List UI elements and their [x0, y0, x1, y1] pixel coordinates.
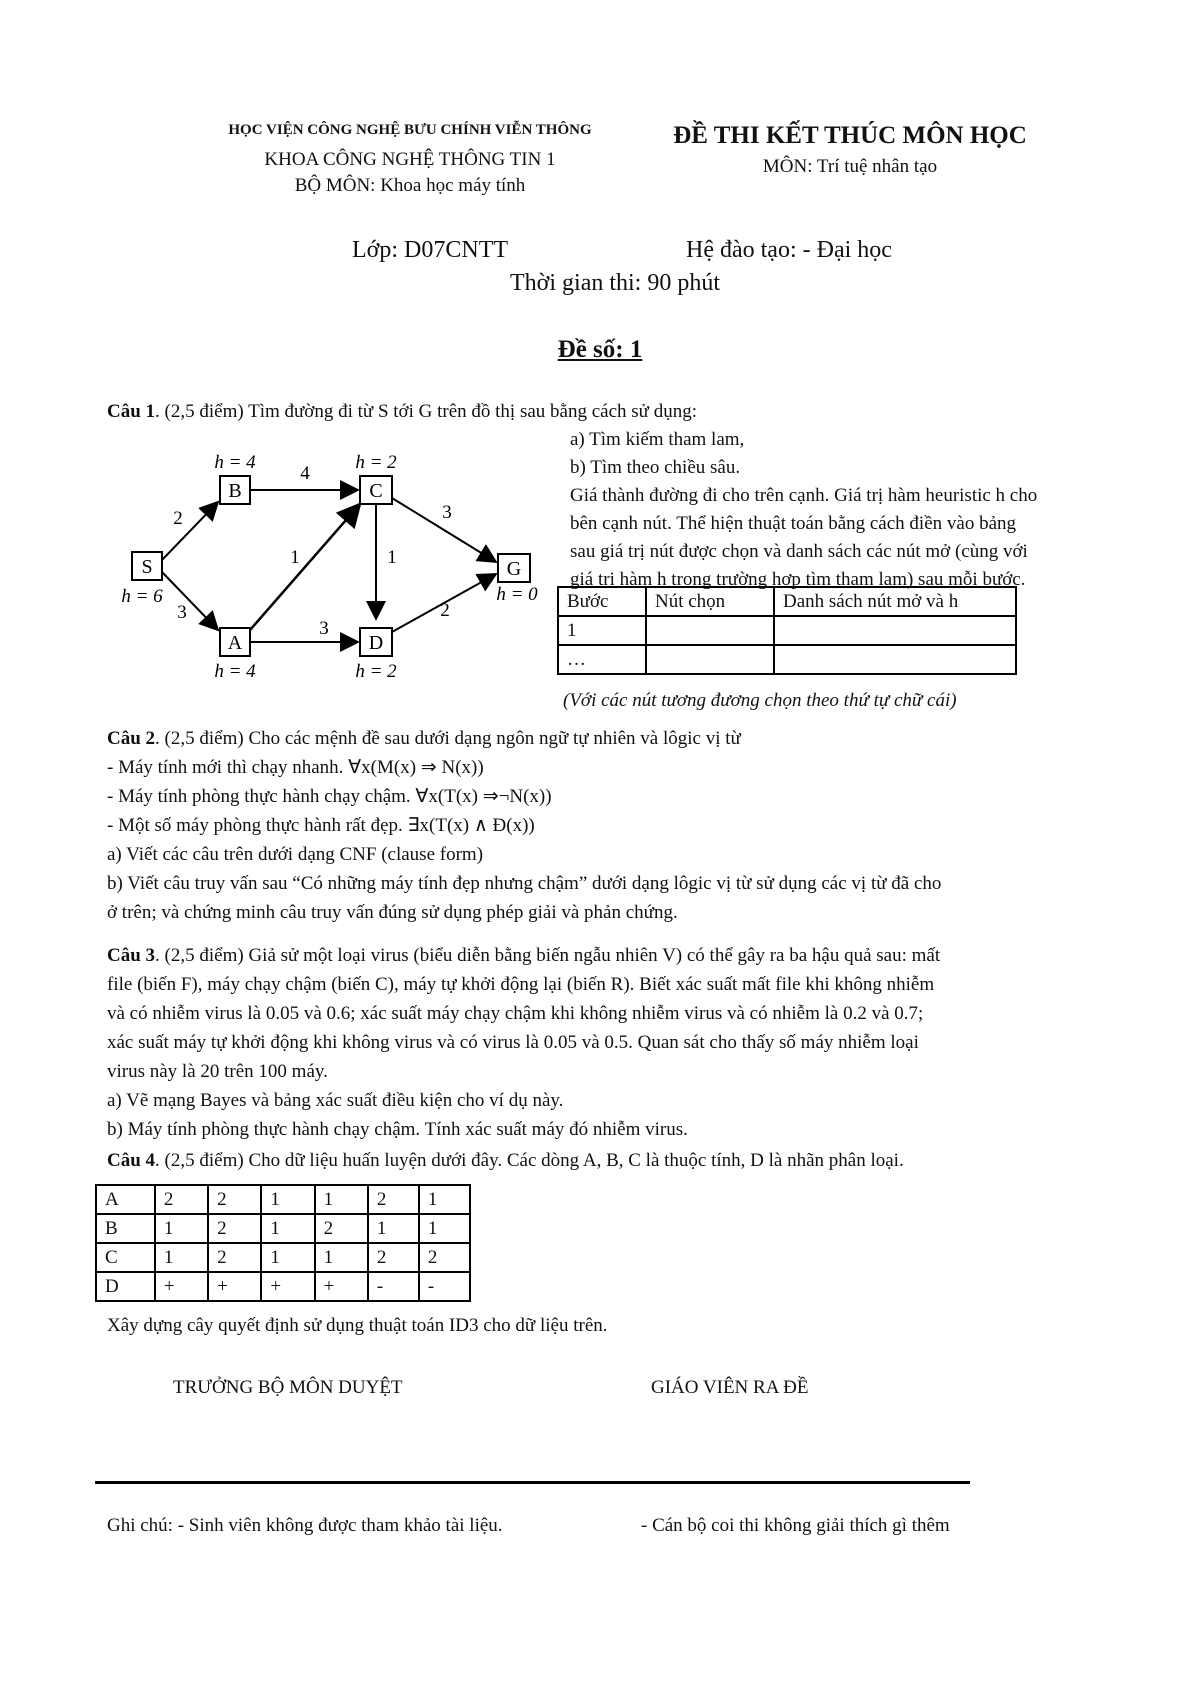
heuristic-s: h = 6 — [121, 586, 163, 607]
table-cell: 2 — [315, 1214, 368, 1243]
search-graph-diagram — [110, 440, 560, 690]
q3-line-2: file (biến F), máy chạy chậm (biến C), máy tự khởi động lại (biến R). Biết xác suất mất file khi không nhiễm — [107, 974, 935, 995]
table-cell: 1 — [368, 1214, 419, 1243]
q4-intro — [107, 1146, 1157, 1175]
node-a — [220, 628, 250, 656]
node-b — [220, 476, 250, 504]
q4-task: Xây dựng cây quyết định sử dụng thuật toán ID3 cho dữ liệu trên. — [107, 1315, 608, 1336]
cost-a-c: 1 — [290, 547, 300, 568]
q1-desc-4: giá trị hàm h trong trường hợp tìm tham lam) sau mỗi bước. — [570, 569, 1026, 590]
q2-intro-text: . (2,5 điểm) Cho các mệnh đề sau dưới dạng ngôn ngữ tự nhiên và lôgic vị từ — [155, 728, 741, 749]
table-cell: - — [419, 1272, 470, 1301]
q2-block — [107, 724, 1157, 927]
table-row — [96, 1185, 470, 1214]
cost-d-g: 2 — [440, 600, 450, 621]
q2-part-b-line-2: ở trên; và chứng minh câu truy vấn đúng sử dụng phép giải và phản chứng. — [107, 902, 678, 923]
subject-name: MÔN: Trí tuệ nhân tạo — [762, 156, 938, 177]
q3-part-a: a) Vẽ mạng Bayes và bảng xác suất điều kiện cho ví dụ này. — [107, 1090, 564, 1111]
q2-part-a: a) Viết các câu trên dưới dạng CNF (clause form) — [107, 844, 484, 865]
table-cell: 1 — [315, 1185, 368, 1214]
table-cell: 2 — [368, 1243, 419, 1272]
q3-line-5: virus này là 20 trên 100 máy. — [107, 1061, 328, 1082]
q1-intro-text: . (2,5 điểm) Tìm đường đi từ S tới G trên đồ thị sau bằng cách sử dụng: — [155, 401, 697, 422]
table-cell: 1 — [261, 1243, 314, 1272]
q3-block — [107, 941, 1157, 1144]
signature-head-of-department: TRƯỞNG BỘ MÔN DUYỆT — [173, 1377, 403, 1398]
table-cell — [774, 645, 1016, 674]
cost-b-c: 4 — [300, 463, 310, 484]
q3-line-4: xác suất máy tự khởi động khi không virus và có virus là 0.05 và 0.5. Quan sát cho thấy số máy nhiễm loại — [107, 1032, 919, 1053]
heuristic-b: h = 4 — [214, 452, 256, 473]
q2-statement-3: - Một số máy phòng thực hành rất đẹp. ∃x(T(x) ∧ Đ(x)) — [107, 815, 535, 836]
node-g-label: G — [506, 558, 522, 580]
q1-intro — [107, 398, 697, 426]
cost-c-g: 3 — [442, 502, 452, 523]
edge-s-a — [162, 572, 218, 630]
edge-a-c — [250, 504, 360, 630]
table-cell: - — [368, 1272, 419, 1301]
table-cell: … — [558, 645, 646, 674]
table-cell — [774, 616, 1016, 645]
table-cell: + — [208, 1272, 261, 1301]
table-cell: 2 — [208, 1243, 261, 1272]
q4-label: Câu 4 — [107, 1150, 156, 1171]
cost-s-b: 2 — [173, 508, 183, 529]
q3-line-1 — [107, 941, 1157, 970]
q1-desc-2: bên cạnh nút. Thể hiện thuật toán bằng cách điền vào bảng — [570, 513, 1016, 534]
heuristic-c: h = 2 — [355, 452, 397, 473]
q2-statement-2: - Máy tính phòng thực hành chạy chậm. ∀x(T(x) ⇒¬N(x)) — [107, 786, 552, 807]
table-header-cell: Nút chọn — [646, 587, 774, 616]
heuristic-a: h = 4 — [214, 661, 256, 682]
table-row — [558, 645, 1016, 674]
table-cell: A — [96, 1185, 155, 1214]
q3-line-3: và có nhiễm virus là 0.05 và 0.6; xác suất máy chạy chậm khi không nhiễm virus và có nhiễm là 0.2 và 0.7; — [107, 1003, 924, 1024]
node-c — [360, 476, 392, 504]
duration-label: Thời gian thi: 90 phút — [510, 270, 721, 296]
table-cell: 2 — [419, 1243, 470, 1272]
table-cell: 1 — [419, 1214, 470, 1243]
table-cell — [646, 645, 774, 674]
footer-note-left: Ghi chú: - Sinh viên không được tham khảo tài liệu. — [107, 1515, 503, 1536]
signature-lecturer: GIÁO VIÊN RA ĐỀ — [651, 1377, 809, 1398]
node-d-label: D — [368, 632, 384, 654]
table-header-row — [558, 587, 1016, 616]
node-b-label: B — [228, 480, 242, 502]
q1-desc-3: sau giá trị nút được chọn và danh sách các nút mở (cùng với — [570, 541, 1028, 562]
heuristic-d: h = 2 — [355, 661, 397, 682]
node-d — [360, 628, 392, 656]
header-right — [640, 122, 1060, 178]
node-a-label: A — [227, 632, 243, 654]
q1-note: (Với các nút tương đương chọn theo thứ tự chữ cái) — [563, 690, 957, 711]
table-cell: B — [96, 1214, 155, 1243]
table-header-cell: Danh sách nút mở và h — [774, 587, 1016, 616]
edge-s-b — [162, 502, 218, 560]
table-row — [558, 616, 1016, 645]
q1-part-b: b) Tìm theo chiều sâu. — [570, 457, 741, 478]
department-name: BỘ MÔN: Khoa học máy tính — [294, 175, 526, 196]
table-cell: 1 — [261, 1214, 314, 1243]
q1-steps-table — [557, 586, 1017, 675]
faculty-name: KHOA CÔNG NGHỆ THÔNG TIN 1 — [264, 149, 556, 170]
table-cell: 1 — [155, 1243, 208, 1272]
q3-label: Câu 3 — [107, 945, 156, 966]
q3-line-1-text: . (2,5 điểm) Giả sử một loại virus (biểu diễn bằng biến ngẫu nhiên V) có thể gây ra ba hậu quả sau: mất — [155, 945, 941, 966]
cost-s-a: 3 — [177, 602, 187, 623]
cost-a-d: 3 — [319, 618, 329, 639]
table-cell: 1 — [558, 616, 646, 645]
class-label: Lớp: D07CNTT — [352, 237, 509, 263]
q2-intro — [107, 724, 1157, 753]
q4-block — [107, 1146, 1157, 1175]
table-cell: 1 — [419, 1185, 470, 1214]
q3-part-b: b) Máy tính phòng thực hành chạy chậm. Tính xác suất máy đó nhiễm virus. — [107, 1119, 688, 1140]
node-s — [132, 552, 162, 580]
q4-data-table — [95, 1184, 471, 1302]
table-cell: 2 — [208, 1185, 261, 1214]
institute-name: HỌC VIỆN CÔNG NGHỆ BƯU CHÍNH VIỄN THÔNG — [228, 122, 592, 138]
node-c-label: C — [369, 480, 383, 502]
table-cell: 1 — [261, 1185, 314, 1214]
table-cell: + — [315, 1272, 368, 1301]
table-header-cell: Bước — [558, 587, 646, 616]
footer-divider — [95, 1481, 970, 1484]
q1-part-a: a) Tìm kiếm tham lam, — [570, 429, 745, 450]
table-cell — [646, 616, 774, 645]
table-cell: 1 — [155, 1214, 208, 1243]
exam-number: Đề số: 1 — [557, 336, 643, 363]
table-cell: + — [261, 1272, 314, 1301]
header-left — [180, 122, 640, 197]
table-cell: + — [155, 1272, 208, 1301]
exam-title: ĐỀ THI KẾT THÚC MÔN HỌC — [673, 122, 1027, 149]
q2-label: Câu 2 — [107, 728, 156, 749]
table-cell: D — [96, 1272, 155, 1301]
node-s-label: S — [141, 556, 153, 578]
footer-note-right: - Cán bộ coi thi không giải thích gì thêm — [641, 1515, 950, 1536]
q4-intro-text: . (2,5 điểm) Cho dữ liệu huấn luyện dưới đây. Các dòng A, B, C là thuộc tính, D là nhãn phân loại. — [155, 1150, 904, 1171]
q1-desc-1: Giá thành đường đi cho trên cạnh. Giá trị hàm heuristic h cho — [570, 485, 1038, 506]
program-label: Hệ đào tạo: - Đại học — [686, 237, 892, 263]
table-cell: 2 — [208, 1214, 261, 1243]
table-row — [96, 1243, 470, 1272]
table-cell: C — [96, 1243, 155, 1272]
q1-label: Câu 1 — [107, 401, 156, 422]
heuristic-g: h = 0 — [496, 584, 538, 605]
q1-right-text — [570, 426, 1037, 594]
table-row — [96, 1272, 470, 1301]
node-g — [498, 554, 530, 582]
table-cell: 2 — [155, 1185, 208, 1214]
table-cell: 1 — [315, 1243, 368, 1272]
cost-c-d: 1 — [387, 547, 397, 568]
table-cell: 2 — [368, 1185, 419, 1214]
q2-part-b-line-1: b) Viết câu truy vấn sau “Có những máy tính đẹp nhưng chậm” dưới dạng lôgic vị từ sử dụng các vị từ đã cho — [107, 873, 942, 894]
table-row — [96, 1214, 470, 1243]
q2-statement-1: - Máy tính mới thì chạy nhanh. ∀x(M(x) ⇒ N(x)) — [107, 757, 484, 778]
